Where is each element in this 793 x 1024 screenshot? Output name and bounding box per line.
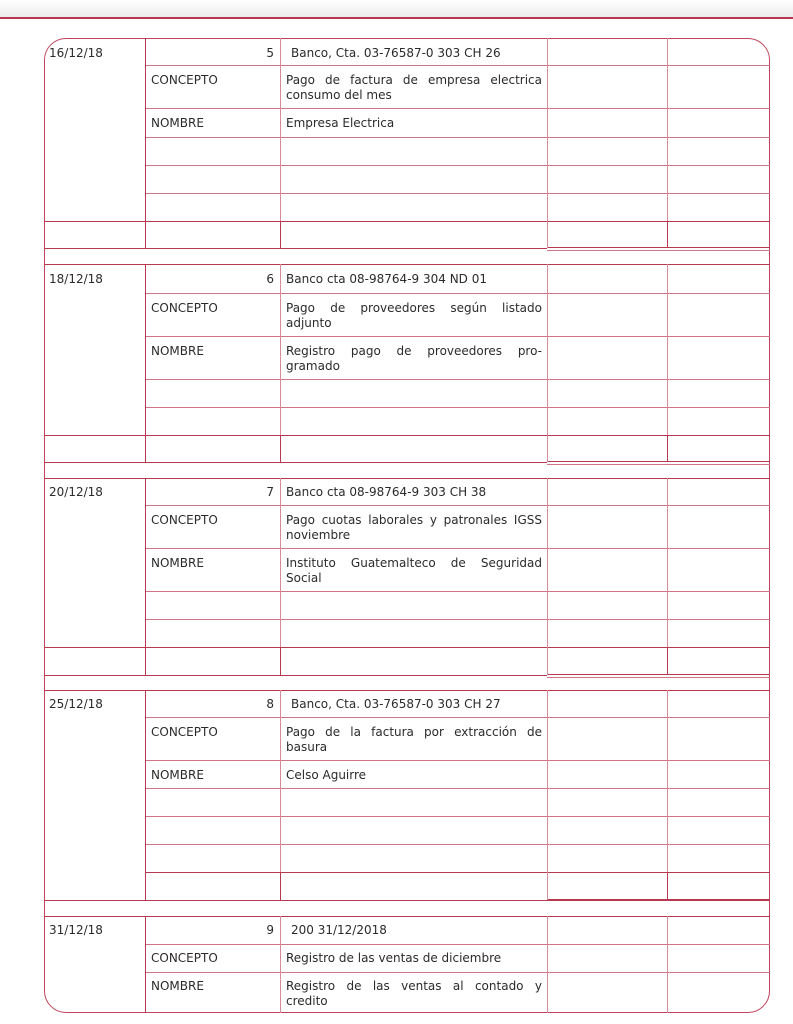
row-divider (44, 675, 547, 676)
column-divider (280, 916, 281, 1013)
entry-number: 8 (266, 697, 274, 711)
row-divider (145, 379, 770, 380)
concepto-label: CONCEPTO (151, 301, 218, 315)
entry-concepto: Pago de la factura por extracción de basura (286, 725, 542, 754)
entry-date: 25/12/18 (49, 697, 103, 711)
row-divider (44, 462, 547, 463)
row-divider (145, 108, 770, 109)
entry-account: Banco, Cta. 03-76587-0 303 CH 27 (291, 697, 501, 711)
row-divider (145, 872, 770, 873)
row-divider (547, 247, 770, 248)
entry-date: 20/12/18 (49, 485, 103, 499)
entry-number: 6 (266, 272, 274, 286)
row-divider (145, 407, 770, 408)
entry-account: Banco, Cta. 03-76587-0 303 CH 26 (291, 46, 501, 60)
row-divider (145, 505, 770, 506)
entry-date: 16/12/18 (49, 46, 103, 60)
column-divider (145, 478, 146, 675)
row-divider (145, 293, 770, 294)
column-divider (667, 690, 668, 872)
row-divider (44, 690, 770, 691)
row-divider (44, 916, 770, 917)
concepto-label: CONCEPTO (151, 513, 218, 527)
column-divider (280, 872, 281, 900)
entry-account: Banco cta 08-98764-9 304 ND 01 (286, 272, 487, 286)
column-divider (280, 478, 281, 647)
column-divider (280, 435, 281, 462)
top-bar (0, 0, 793, 19)
row-divider (44, 478, 770, 479)
row-divider (145, 788, 770, 789)
row-divider (145, 944, 770, 945)
column-divider (667, 221, 668, 248)
entry-nombre: Instituto Guatemalteco de Seguridad Social (286, 556, 542, 585)
column-divider (667, 264, 668, 435)
column-divider (667, 647, 668, 675)
row-divider (145, 816, 770, 817)
column-divider (280, 38, 281, 221)
column-divider (547, 916, 548, 1013)
row-divider (547, 464, 770, 465)
entry-nombre: Registro pago de proveedores pro-gramado (286, 344, 542, 373)
row-divider (145, 548, 770, 549)
column-divider (547, 478, 548, 675)
row-divider (44, 264, 770, 265)
column-divider (280, 647, 281, 675)
row-divider (547, 674, 770, 675)
row-divider (145, 65, 770, 66)
concepto-label: CONCEPTO (151, 951, 218, 965)
entry-account: Banco cta 08-98764-9 303 CH 38 (286, 485, 487, 499)
column-divider (667, 478, 668, 647)
entry-concepto: Pago de proveedores según listado adjunto (286, 301, 542, 330)
row-divider (145, 760, 770, 761)
row-divider (145, 336, 770, 337)
row-divider (145, 165, 770, 166)
column-divider (145, 916, 146, 1013)
entry-account: 200 31/12/2018 (291, 923, 387, 937)
nombre-label: NOMBRE (151, 768, 204, 782)
column-divider (547, 264, 548, 462)
entry-number: 5 (266, 46, 274, 60)
entry-date: 18/12/18 (49, 272, 103, 286)
row-divider (44, 248, 547, 249)
entry-number: 9 (266, 923, 274, 937)
concepto-label: CONCEPTO (151, 73, 218, 87)
row-divider (547, 461, 770, 462)
column-divider (145, 264, 146, 462)
column-divider (145, 38, 146, 248)
entry-concepto: Pago cuotas laborales y patronales IGSS noviembre (286, 513, 542, 542)
concepto-label: CONCEPTO (151, 725, 218, 739)
entry-nombre: Empresa Electrica (286, 116, 395, 130)
nombre-label: NOMBRE (151, 556, 204, 570)
row-divider (44, 435, 770, 436)
row-divider (44, 221, 770, 222)
entry-concepto: Pago de factura de empresa electrica consumo del mes (286, 73, 542, 102)
column-divider (667, 38, 668, 221)
row-divider (145, 717, 770, 718)
nombre-label: NOMBRE (151, 116, 204, 130)
row-divider (145, 193, 770, 194)
row-divider (145, 972, 770, 973)
entry-nombre: Registro de las ventas al contado y credito (286, 979, 542, 1008)
row-divider (145, 137, 770, 138)
entry-number: 7 (266, 485, 274, 499)
column-divider (145, 690, 146, 900)
row-divider (44, 900, 770, 901)
row-divider (145, 591, 770, 592)
entry-nombre: Celso Aguirre (286, 768, 367, 782)
row-divider (547, 250, 770, 251)
column-divider (667, 435, 668, 462)
nombre-label: NOMBRE (151, 979, 204, 993)
column-divider (280, 264, 281, 435)
column-divider (280, 690, 281, 872)
row-divider (44, 647, 770, 648)
entry-date: 31/12/18 (49, 923, 103, 937)
column-divider (667, 916, 668, 1013)
row-divider (145, 844, 770, 845)
nombre-label: NOMBRE (151, 344, 204, 358)
column-divider (547, 690, 548, 900)
column-divider (667, 872, 668, 900)
row-divider (547, 899, 770, 900)
entry-concepto: Registro de las ventas de diciembre (286, 951, 502, 965)
column-divider (547, 38, 548, 248)
column-divider (280, 221, 281, 248)
row-divider (547, 677, 770, 678)
row-divider (145, 619, 770, 620)
